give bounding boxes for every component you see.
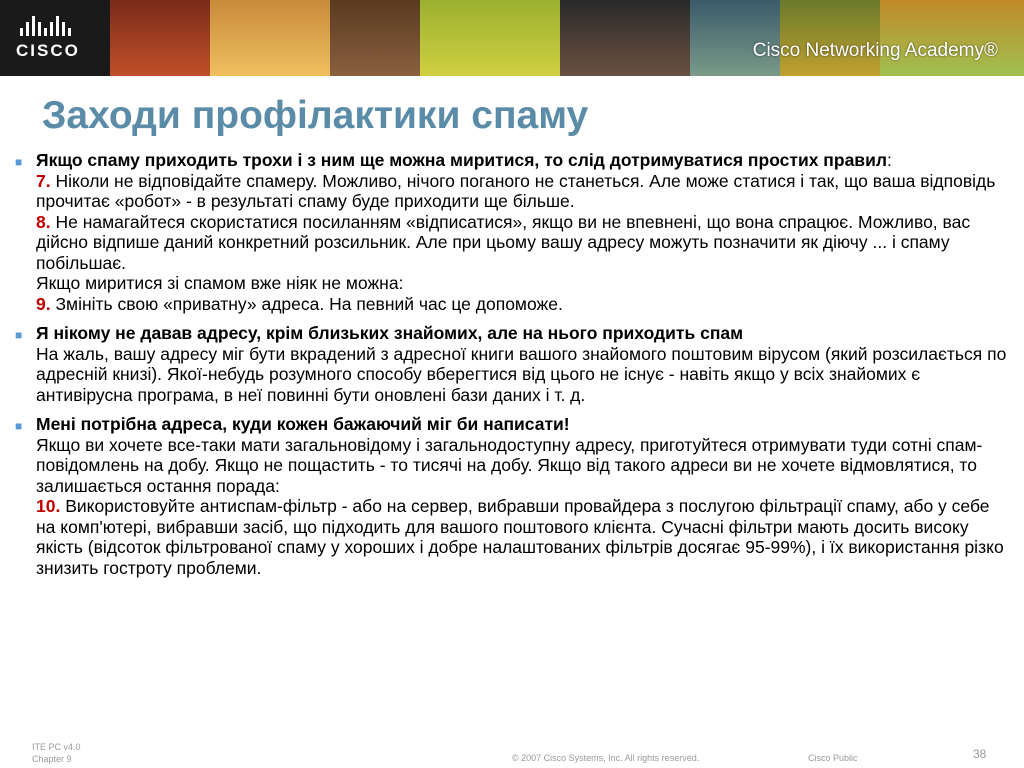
item-heading: Якщо спаму приходить трохи і з ним ще можна миритися, то слід дотримуватися простих правил xyxy=(36,150,887,170)
rule-number: 8. xyxy=(36,211,51,232)
banner-photo xyxy=(560,0,690,76)
rule-text: Ніколи не відповідайте спамеру. Можливо, нічого поганого не станеться. Але може статися і так, що ваша відповідь прочитає «робот» - в результаті спаму буде приходити ще більше. xyxy=(36,170,996,211)
bullet-icon: ■ xyxy=(15,419,23,433)
heading-suffix: : xyxy=(886,150,892,170)
rule-number: 7. xyxy=(36,170,51,191)
banner-photo xyxy=(780,0,880,76)
footer-course-info xyxy=(32,741,81,765)
rule-number: 9. xyxy=(36,293,51,314)
bullet-item xyxy=(14,414,1010,578)
bullet-icon: ■ xyxy=(15,328,23,342)
page-number: 38 xyxy=(973,747,987,761)
footer-chapter: Chapter 9 xyxy=(32,754,72,764)
header-banner xyxy=(0,0,1024,76)
footer-course: ITE PC v4.0 xyxy=(32,742,81,752)
rule-text: Використовуйте антиспам-фільтр - або на сервер, вибравши провайдера з послугою фільтрації спаму, або у себе на комп'ютері, вибравши засіб, що підходить для вашого поштового клієнта. Сучасні фільтри мають досить високу якість (відсоток фільтрованої спаму у хороших і добре налаштованих фільтрів досягає 95-99%), і їх використання різко знизить гостроту проблеми. xyxy=(36,496,1004,578)
bullet-icon: ■ xyxy=(15,155,23,169)
slide-content xyxy=(14,150,1010,587)
plain-text: Якщо миритися зі спамом вже ніяк не можна: xyxy=(36,273,404,293)
item-heading: Мені потрібна адреса, куди кожен бажаючий міг би написати! xyxy=(36,414,570,434)
cisco-logo xyxy=(16,14,96,62)
banner-photo xyxy=(210,0,330,76)
item-text: Якщо ви хочете все-таки мати загальновідому і загальнодоступну адресу, приготуйтеся отримувати туди сотні спам-повідомлень на добу. Якщо не пощастить - то тисячі на добу. Якщо від такого адреси ви не хочете відмовлятися, то залишається остання порада: xyxy=(36,434,983,496)
bullet-item xyxy=(14,150,1010,314)
slide-title: Заходи профілактики спаму xyxy=(42,94,589,137)
item-text: На жаль, вашу адресу міг бути вкрадений з адресної книги вашого знайомого поштовим вірусом (який розсилається по адресній книзі). Якої-небудь розумного способу вберегтися від цього не існує - навіть якщо у всіх знайомих є антивірусна програма, в неї повинні бути оновлені бази даних і т. д. xyxy=(36,343,1007,405)
cisco-bars-icon xyxy=(20,14,96,36)
banner-photo xyxy=(110,0,210,76)
rule-text: Змініть свою «приватну» адреса. На певний час це допоможе. xyxy=(50,293,563,314)
bullet-item xyxy=(14,323,1010,405)
banner-photo xyxy=(880,0,1024,76)
banner-photo xyxy=(420,0,560,76)
item-heading: Я нікому не давав адресу, крім близьких знайомих, але на нього приходить спам xyxy=(36,323,744,343)
footer-classification: Cisco Public xyxy=(808,753,858,763)
cisco-logo-text: CISCO xyxy=(16,41,80,60)
rule-number: 10. xyxy=(36,496,61,516)
rule-text: Не намагайтеся скористатися посиланням «відписатися», якщо ви не впевнені, що вона спрацює. Можливо, вас дійсно відпише даний конкретний розсильник. Але при цьому вашу адресу можуть позначити як діючу ... і спаму побільшає. xyxy=(36,211,971,273)
networking-academy-label: Cisco Networking Academy® xyxy=(752,40,998,61)
footer-copyright: © 2007 Cisco Systems, Inc. All rights reserved. xyxy=(512,753,700,763)
banner-photo xyxy=(330,0,420,76)
banner-photo xyxy=(690,0,780,76)
